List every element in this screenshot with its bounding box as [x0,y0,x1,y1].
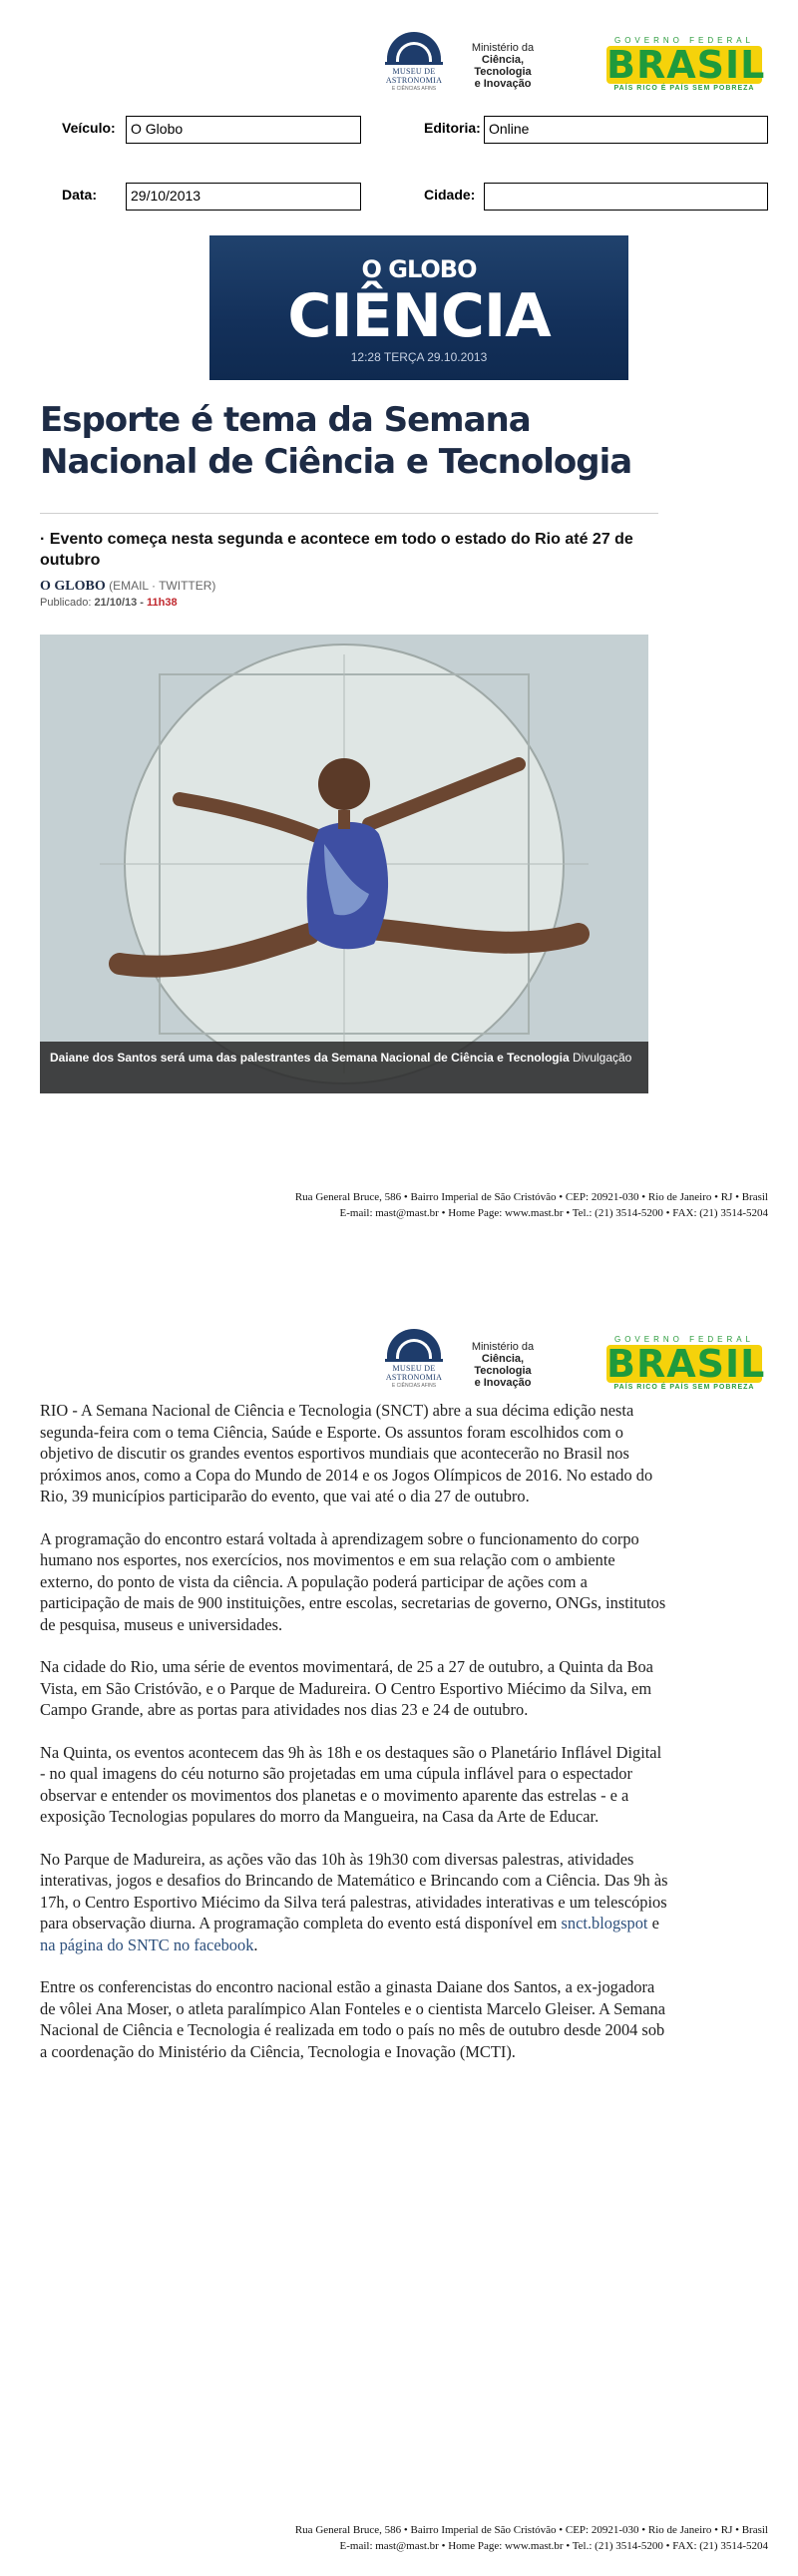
byline [40,579,215,595]
caption-credit: Divulgação [572,1051,632,1065]
editoria-field[interactable]: Online [484,116,768,144]
ministerio-label [457,42,549,90]
facebook-page-link[interactable]: na página do SNTC no facebook [40,1934,254,1954]
divider [40,513,658,514]
cidade-label: Cidade: [424,187,476,203]
source-name[interactable]: O GLOBO [40,579,106,594]
footer-line1: Rua General Bruce, 586 • Bairro Imperial de São Cristóvão • CEP: 20921-030 • Rio de Janeiro • RJ • Brasil [294,2524,768,2536]
ministerio-line3: e Inovação [474,78,532,90]
editoria-label: Editoria: [424,120,481,136]
ministerio-line2: Ciência, Tecnologia [474,54,532,78]
gov-top: GOVERNO FEDERAL [613,1335,754,1344]
footer-line2: E-mail: mast@mast.br • Home Page: www.mast.br • Tel.: (21) 3514-5200 • FAX: (21) 3514-5204 [339,1207,768,1219]
paragraph-4: Na Quinta, os eventos acontecem das 9h às 18h e os destaques são o Planetário Inflável Digital - no qual imagens do céu noturno são projetadas em uma cúpula inflável para o espectador observar e entender os movimentos dos planetas e o movimento aparente das estrelas - e a exposição Tecnologias populares do morro da Mangueira, na Casa da Arte de Educar. [40,1742,662,1826]
article-body [40,1400,670,2083]
gov-bottom: PAÍS RICO É PAÍS SEM POBREZA [613,85,755,92]
paragraph-5-text: No Parque de Madureira, as ações vão das 10h às 19h30 com diversas palestras, atividades interativas, jogos e desafios do Brincando de Matemático e Brincando com a Ciência. Das 9h às 17h, o Centro Esportivo Miécimo da Silva terá palestras, atividades interativas e um telescópios para observação diurna. A programação completa do evento está disponível em [40,1849,668,1932]
source-links[interactable]: (EMAIL · TWITTER) [109,579,216,593]
published-date: 21/10/13 - [94,597,144,609]
header-museum-logo-2 [379,1327,449,1389]
caption-text: Daiane dos Santos será uma das palestrantes da Semana Nacional de Ciência e Tecnologia [50,1051,570,1065]
governo-federal-logo-2 [598,1335,770,1391]
ministerio-line3: e Inovação [474,1377,532,1389]
banner-datetime: 12:28 TERÇA 29.10.2013 [350,350,488,364]
paragraph-3: Na cidade do Rio, uma série de eventos movimentará, de 25 a 27 de outubro, a Quinta da Boa Vista, em São Cristóvão, e o Parque de Madureira. O Centro Esportivo Miécimo da Silva, em Campo Grande, abre as portas para atividades nos dias 23 e 24 de outubro. [40,1657,653,1719]
data-label: Data: [62,187,98,203]
ministerio-line1: Ministério da [471,1341,535,1353]
oglobo-ciencia-banner [209,235,628,380]
gymnast-photo-illustration [40,635,648,1093]
paragraph-5-end: . [253,1934,258,1954]
cidade-field[interactable] [484,183,768,211]
gov-bottom: PAÍS RICO É PAÍS SEM POBREZA [613,1384,755,1391]
paragraph-1: RIO - A Semana Nacional de Ciência e Tecnologia (SNCT) abre a sua décima edição nesta segunda-feira com o tema Ciência, Saúde e Esporte. Os assuntos foram escolhidos com o objetivo de discutir os grandes eventos esportivos mundiais que acontecerão no Brasil nos próximos anos, como a Copa do Mundo de 2014 e os Jogos Olímpicos de 2016. No estado do Rio, 39 municípios participarão do evento, que vai até o dia 27 de outubro. [40,1401,653,1505]
ministerio-line2: Ciência, Tecnologia [474,1353,532,1377]
governo-federal-logo [598,36,770,92]
gov-top: GOVERNO FEDERAL [613,36,754,45]
ministerio-line1: Ministério da [471,42,535,54]
gov-word: BRASIL [606,1342,766,1386]
observatory-dome-icon [387,1329,441,1359]
header-museum-logo [379,30,449,92]
footer-address-2 [30,2522,768,2554]
article-photo [40,635,648,1093]
museum-sub: E CIÊNCIAS AFINS [391,1383,437,1389]
museum-sub: E CIÊNCIAS AFINS [391,86,437,92]
museum-name: MUSEU DE ASTRONOMIA [385,67,443,85]
footer-line1: Rua General Bruce, 586 • Bairro Imperial de São Cristóvão • CEP: 20921-030 • Rio de Janeiro • RJ • Brasil [294,1191,768,1203]
veiculo-label: Veículo: [62,120,116,136]
paragraph-5-mid: e [647,1914,659,1932]
paragraph-2: A programação do encontro estará voltada à aprendizagem sobre o funcionamento do corpo humano nos esportes, nos exercícios, nos movimentos e em sua relação com o ambiente externo, do ponto de vista da ciência. A população poderá participar de ações com a participação de mais de 900 instituições, entre escolas, secretarias de governo, ONGs, institutos de pesquisa, museus e universidades. [40,1528,666,1634]
footer-line2: E-mail: mast@mast.br • Home Page: www.mast.br • Tel.: (21) 3514-5200 • FAX: (21) 3514-5204 [339,2540,768,2552]
ministerio-label-2 [457,1341,549,1389]
museum-name: MUSEU DE ASTRONOMIA [385,1364,443,1382]
data-field[interactable]: 29/10/2013 [126,183,361,211]
gov-word: BRASIL [606,43,766,87]
footer-address-1 [30,1189,768,1221]
oglobo-logo: O GLOBO [361,255,477,283]
section-title: CIÊNCIA [287,281,551,351]
published-label: Publicado: [40,597,92,609]
photo-caption [40,1042,648,1093]
paragraph-5 [40,1849,670,1956]
published-time: 11h38 [147,597,178,609]
article-subhead: · Evento começa nesta segunda e acontece em todo o estado do Rio até 27 de outubro [40,531,633,569]
observatory-dome-icon [387,32,441,62]
snct-blogspot-link[interactable]: snct.blogspot [561,1914,648,1932]
paragraph-6: Entre os conferencistas do encontro nacional estão a ginasta Daiane dos Santos, a ex-jogadora de vôlei Ana Moser, o atleta paralímpico Alan Fonteles e o cientista Marcelo Gleiser. A Semana Nacional de Ciência e Tecnologia é realizada em todo o país no mês de outubro desde 2004 sob a coordenação do Ministério da Ciência, Tecnologia e Inovação (MCTI). [40,1977,666,2061]
article-headline: Esporte é tema da Semana Nacional de Ciência e Tecnologia [40,400,632,482]
published-line [40,597,178,609]
veiculo-field[interactable]: O Globo [126,116,361,144]
